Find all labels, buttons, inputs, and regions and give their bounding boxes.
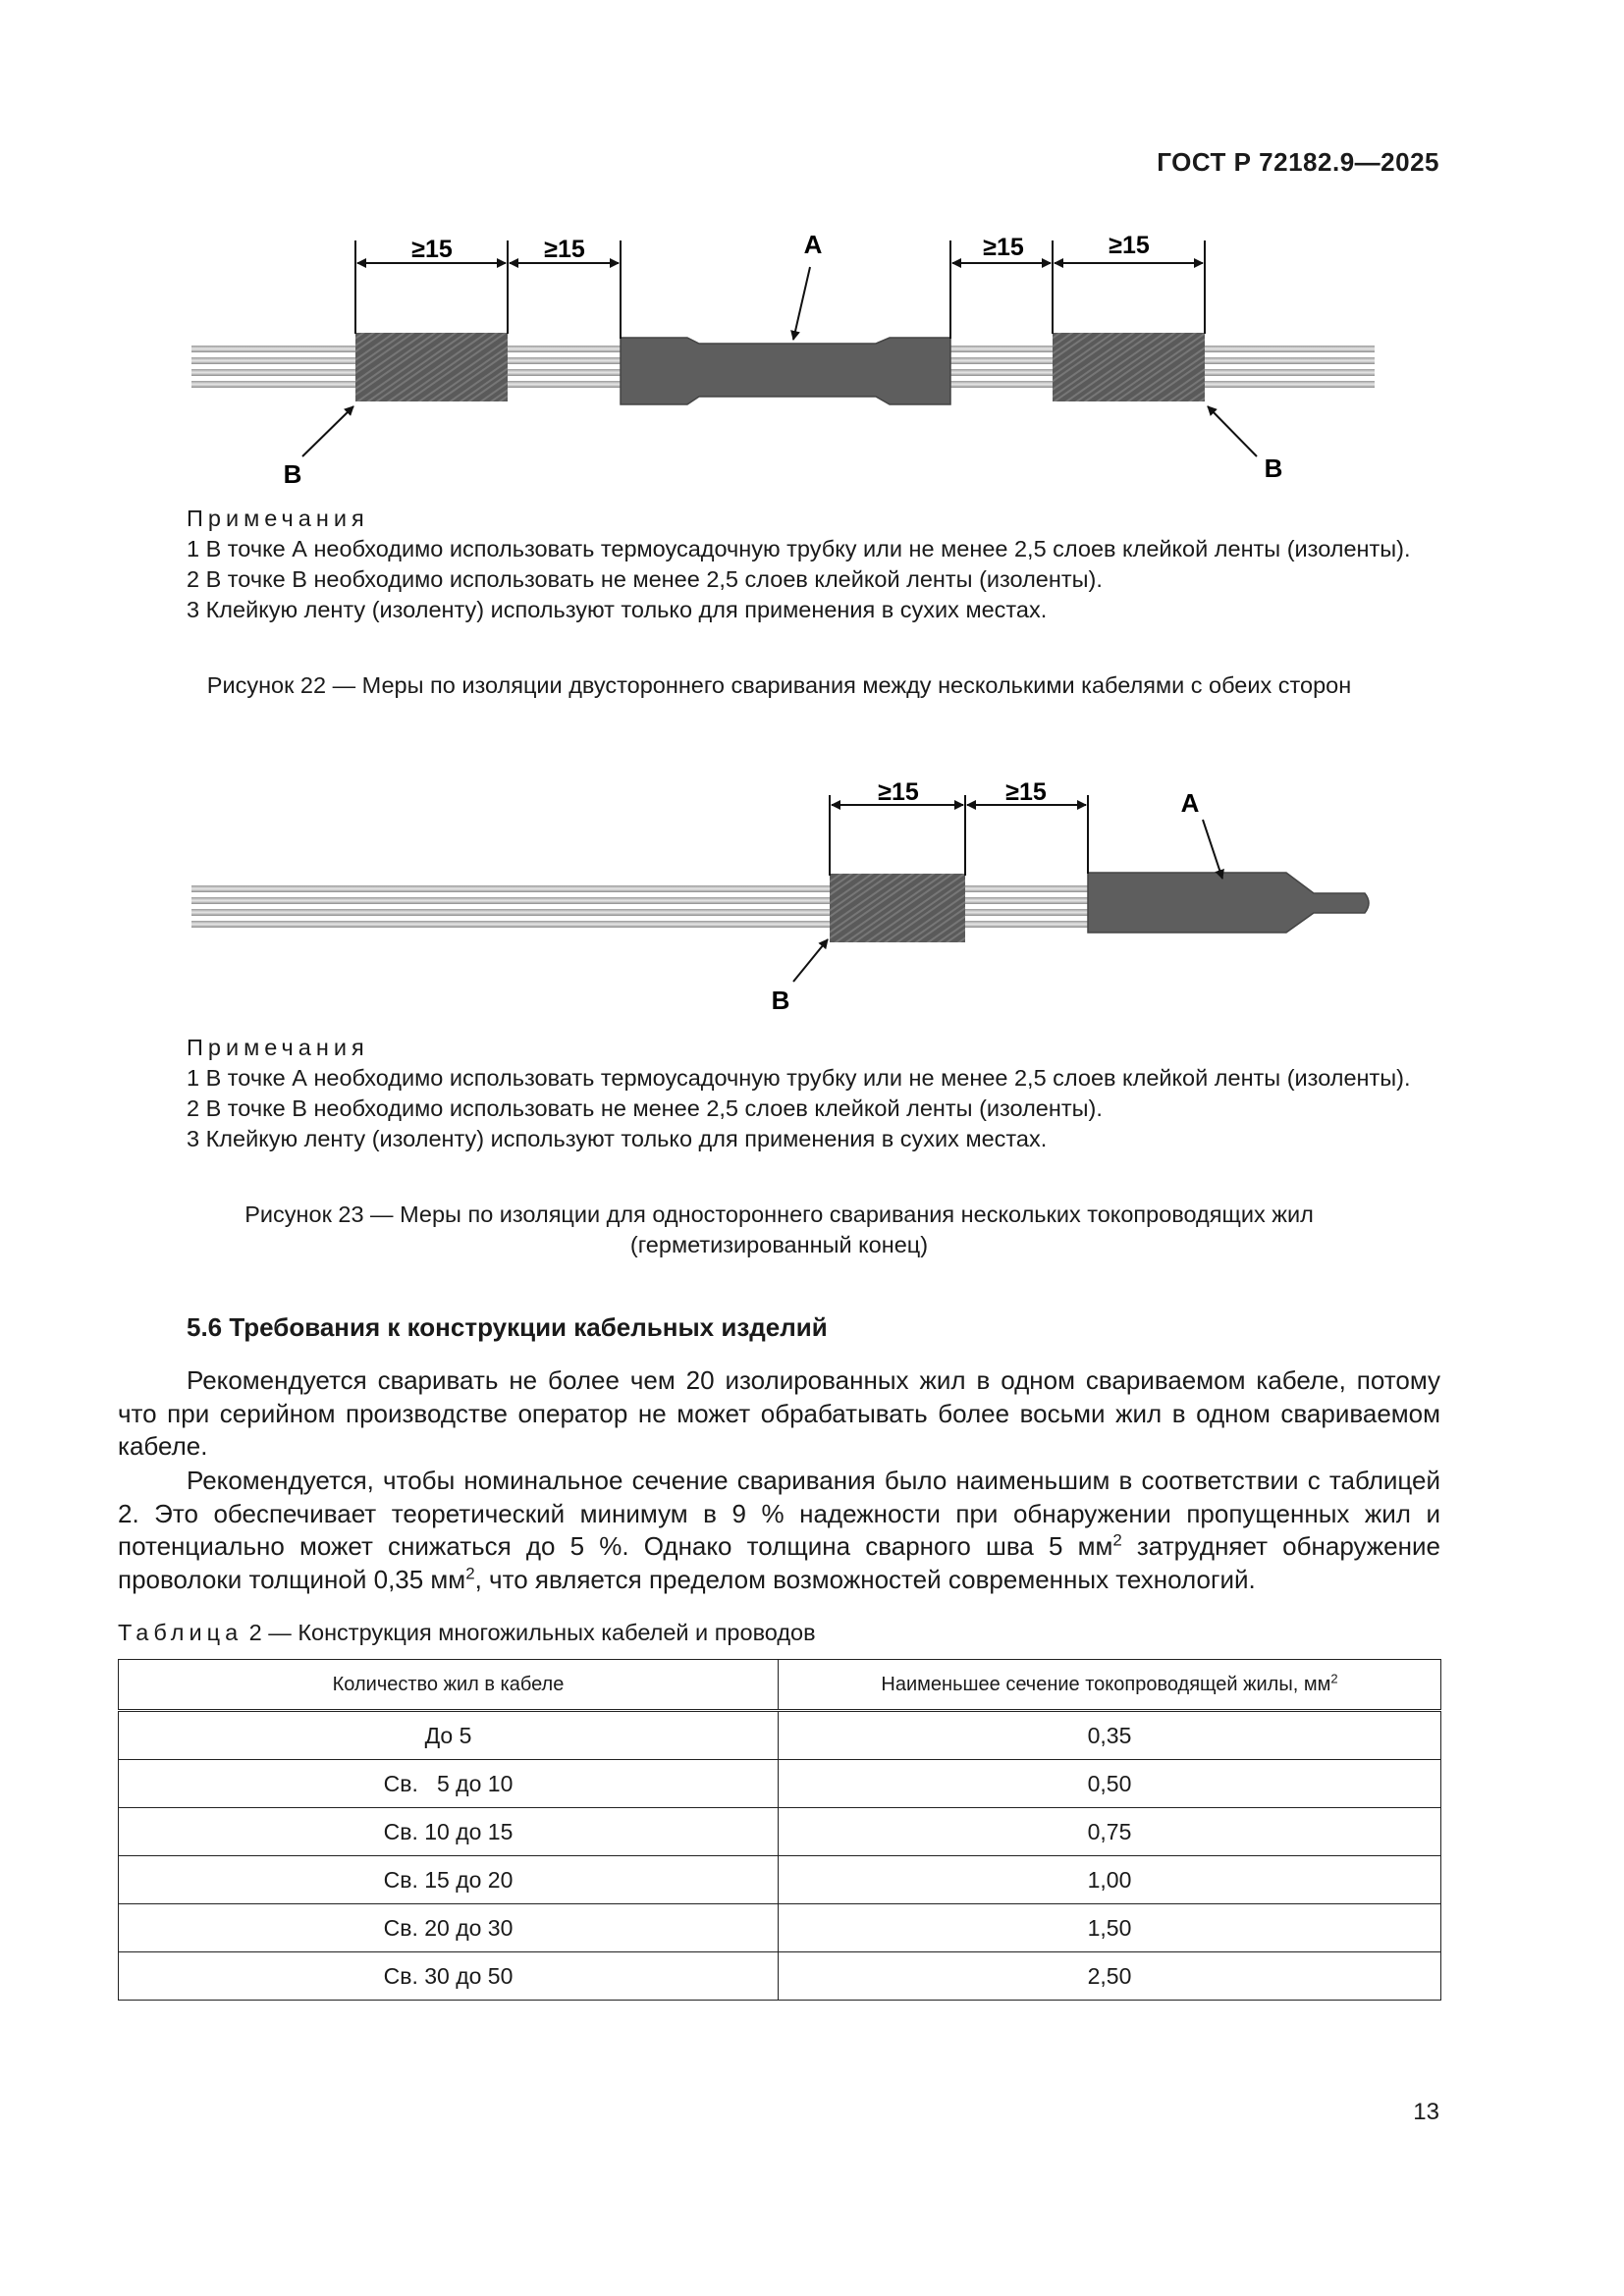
paragraph-text: затрудняет обнаружение проволоки толщиной 0,35 мм: [118, 1531, 1440, 1594]
superscript: 2: [1330, 1670, 1338, 1685]
caption-line: Рисунок 23 — Меры по изоляции для одностороннего сваривания нескольких токопроводящих жил: [244, 1201, 1314, 1227]
label-b-right: В: [1264, 454, 1283, 483]
notes-title: Примечания: [187, 506, 369, 531]
page-number: 13: [1413, 2099, 1439, 2125]
cell-section: 1,50: [779, 1904, 1441, 1952]
cell-count: Св. 5 до 10: [119, 1760, 779, 1808]
heat-shrink-end-cap-a: [1088, 873, 1369, 933]
note-item: 2 В точке В необходимо использовать не менее 2,5 слоев клейкой ленты (изоленты).: [187, 566, 1103, 592]
note-item: 2 В точке В необходимо использовать не менее 2,5 слоев клейкой ленты (изоленты).: [187, 1095, 1103, 1121]
table-row: [119, 1904, 1441, 1952]
cell-count: Св. 10 до 15: [119, 1808, 779, 1856]
column-header-section: [779, 1660, 1441, 1711]
figure-23-notes: [118, 1033, 1440, 1154]
table-title: 2 — Конструкция многожильных кабелей и проводов: [243, 1620, 816, 1645]
heat-shrink-tube-a: [621, 338, 950, 404]
table-label: Таблица: [118, 1620, 244, 1645]
document-id: ГОСТ Р 72182.9—2025: [1157, 147, 1439, 177]
cable-construction-table: [118, 1659, 1441, 2001]
note-item: 3 Клейкую ленту (изоленту) используют только для применения в сухих местах.: [187, 597, 1048, 622]
tape-b: [830, 874, 965, 942]
figure-22-caption: Рисунок 22 — Меры по изоляции двустороннего сваривания между несколькими кабелями с обеих сторон: [206, 672, 1352, 698]
dim-label: ≥15: [1005, 778, 1047, 806]
paragraph-text: , что является пределом возможностей современных технологий.: [474, 1564, 1256, 1594]
dim-label: ≥15: [983, 234, 1024, 261]
figure-22-diagram: [0, 0, 1624, 491]
note-item: 1 В точке А необходимо использовать термоусадочную трубку или не менее 2,5 слоев клейкой ленты (изоленты).: [187, 536, 1411, 561]
paragraph-2: [118, 1465, 1440, 1596]
label-b: В: [771, 986, 790, 1015]
superscript: 2: [465, 1563, 475, 1582]
cell-count: Св. 15 до 20: [119, 1856, 779, 1904]
figure-23-diagram: [0, 746, 1624, 1031]
note-item: 1 В точке А необходимо использовать термоусадочную трубку или не менее 2,5 слоев клейкой ленты (изоленты).: [187, 1065, 1411, 1091]
cell-count: Св. 30 до 50: [119, 1952, 779, 2001]
table-caption: [118, 1620, 816, 1646]
cell-section: 0,35: [779, 1711, 1441, 1760]
dim-label: ≥15: [1109, 232, 1150, 259]
dim-label: ≥15: [544, 236, 585, 263]
table-row: [119, 1952, 1441, 2001]
table-row: [119, 1808, 1441, 1856]
label-a: А: [1180, 788, 1200, 818]
dim-label: ≥15: [411, 236, 453, 263]
cell-section: 1,00: [779, 1856, 1441, 1904]
table-row: [119, 1760, 1441, 1808]
label-a: А: [803, 230, 823, 259]
tape-b-right: [1053, 333, 1205, 401]
column-header-count: Количество жил в кабеле: [119, 1660, 779, 1711]
caption-line: (герметизированный конец): [629, 1232, 929, 1257]
cell-section: 2,50: [779, 1952, 1441, 2001]
column-header-text: Наименьшее сечение токопроводящей жилы, мм: [881, 1673, 1331, 1695]
section-title: 5.6 Требования к конструкции кабельных изделий: [187, 1312, 828, 1342]
cell-section: 0,50: [779, 1760, 1441, 1808]
notes-title: Примечания: [187, 1035, 369, 1060]
paragraph-1: Рекомендуется сваривать не более чем 20 изолированных жил в одном свариваемом кабеле, потому что при серийном производстве оператор не может обрабатывать более восьми жил в одном свариваемом кабеле.: [118, 1365, 1440, 1461]
note-item: 3 Клейкую ленту (изоленту) используют только для применения в сухих местах.: [187, 1126, 1048, 1151]
table-header-row: [119, 1660, 1441, 1711]
table-row: [119, 1856, 1441, 1904]
figure-22-notes: [118, 504, 1440, 625]
label-b-left: В: [283, 459, 302, 489]
paragraph-text: Рекомендуется, чтобы номинальное сечение сваривания было наименьшим в соответствии с таблицей 2. Это обеспечивает теоретический минимум в 9 % надежности при обнаружении пропущенных жил и потенциально может снижаться до 5 %. Однако толщина сварного шва 5 мм: [118, 1466, 1440, 1561]
superscript: 2: [1112, 1530, 1122, 1550]
table-row: [119, 1711, 1441, 1760]
figure-23-caption: [118, 1200, 1440, 1260]
dim-label: ≥15: [878, 778, 919, 806]
tape-b-left: [355, 333, 508, 401]
cell-section: 0,75: [779, 1808, 1441, 1856]
cell-count: Св. 20 до 30: [119, 1904, 779, 1952]
cell-count: До 5: [119, 1711, 779, 1760]
